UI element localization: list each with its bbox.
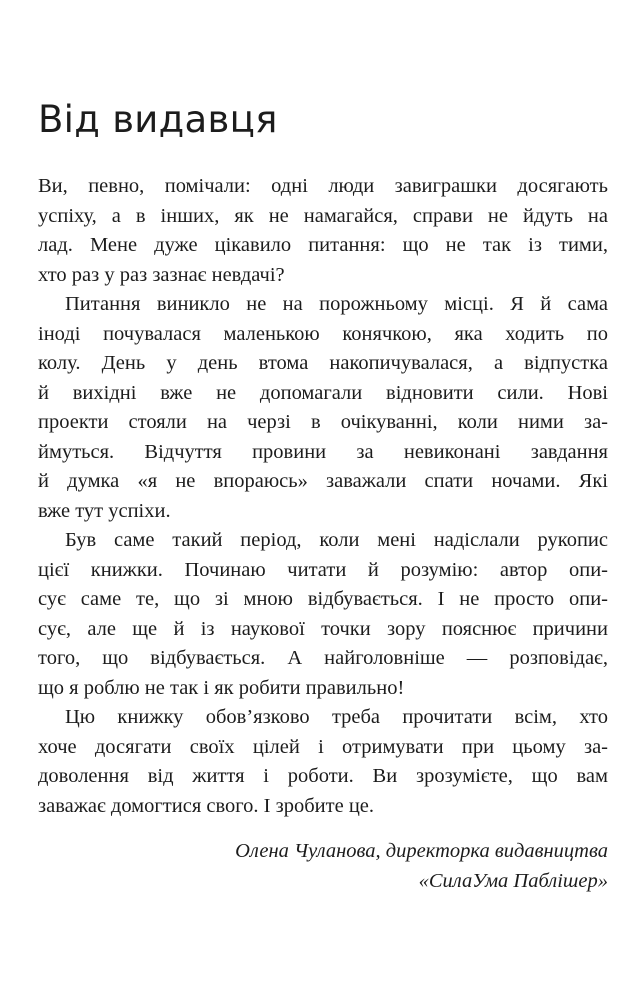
text-line: доволення від життя і роботи. Ви зрозумієте, що вам: [38, 765, 608, 787]
text-line: Цю книжку обов’язково треба прочитати всім, хто: [65, 706, 608, 728]
text-line: вже тут успіхи.: [38, 499, 171, 522]
text-line: й думка «я не впораюсь» заважали спати ночами. Які: [38, 470, 608, 492]
text-line: хто раз у раз зазнає невдачі?: [38, 263, 285, 286]
body-text: [38, 172, 608, 821]
text-line: й вихідні вже не допомагали відновити сили. Нові: [38, 381, 608, 404]
text-line: ймуться. Відчуття провини за невиконані завдання: [38, 440, 608, 463]
text-line: лад. Мене дуже цікавило питання: що не так із тими,: [38, 234, 608, 256]
text-line: цієї книжки. Починаю читати й розумію: автор опи-: [38, 558, 608, 581]
text-line: Був саме такий період, коли мені надіслали рукопис: [65, 529, 608, 551]
signature: [38, 836, 608, 896]
text-line: колу. День у день втома накопичувалася, а відпустка: [38, 352, 608, 374]
text-line: Ви, певно, помічали: одні люди завиграшки досягають: [38, 175, 608, 197]
text-line: успіху, а в інших, як не намагайся, справи не йдуть на: [38, 204, 608, 227]
text-line: того, що відбувається. А найголовніше — розповідає,: [38, 647, 608, 669]
text-line: хоче досягати своїх цілей і отримувати при цьому за-: [38, 735, 608, 758]
text-line: сує саме те, що зі мною відбувається. І не просто опи-: [38, 588, 608, 610]
text-line: Питання виникло не на порожньому місці. Я й сама: [65, 293, 608, 315]
text-line: проекти стояли на черзі в очікуванні, коли ними за-: [38, 411, 608, 433]
page-title: Від видавця: [38, 98, 278, 141]
signature-author: Олена Чуланова, директорка видавництва: [235, 840, 608, 862]
signature-publisher: «СилаУма Паблішер»: [418, 870, 608, 892]
text-line: іноді почувалася маленькою конячкою, яка ходить по: [38, 322, 608, 345]
text-line: сує, але ще й із наукової точки зору пояснює причини: [38, 617, 608, 640]
text-line: що я роблю не так і як робити правильно!: [38, 676, 405, 699]
text-line: заважає домогтися свого. І зробите це.: [38, 794, 375, 817]
